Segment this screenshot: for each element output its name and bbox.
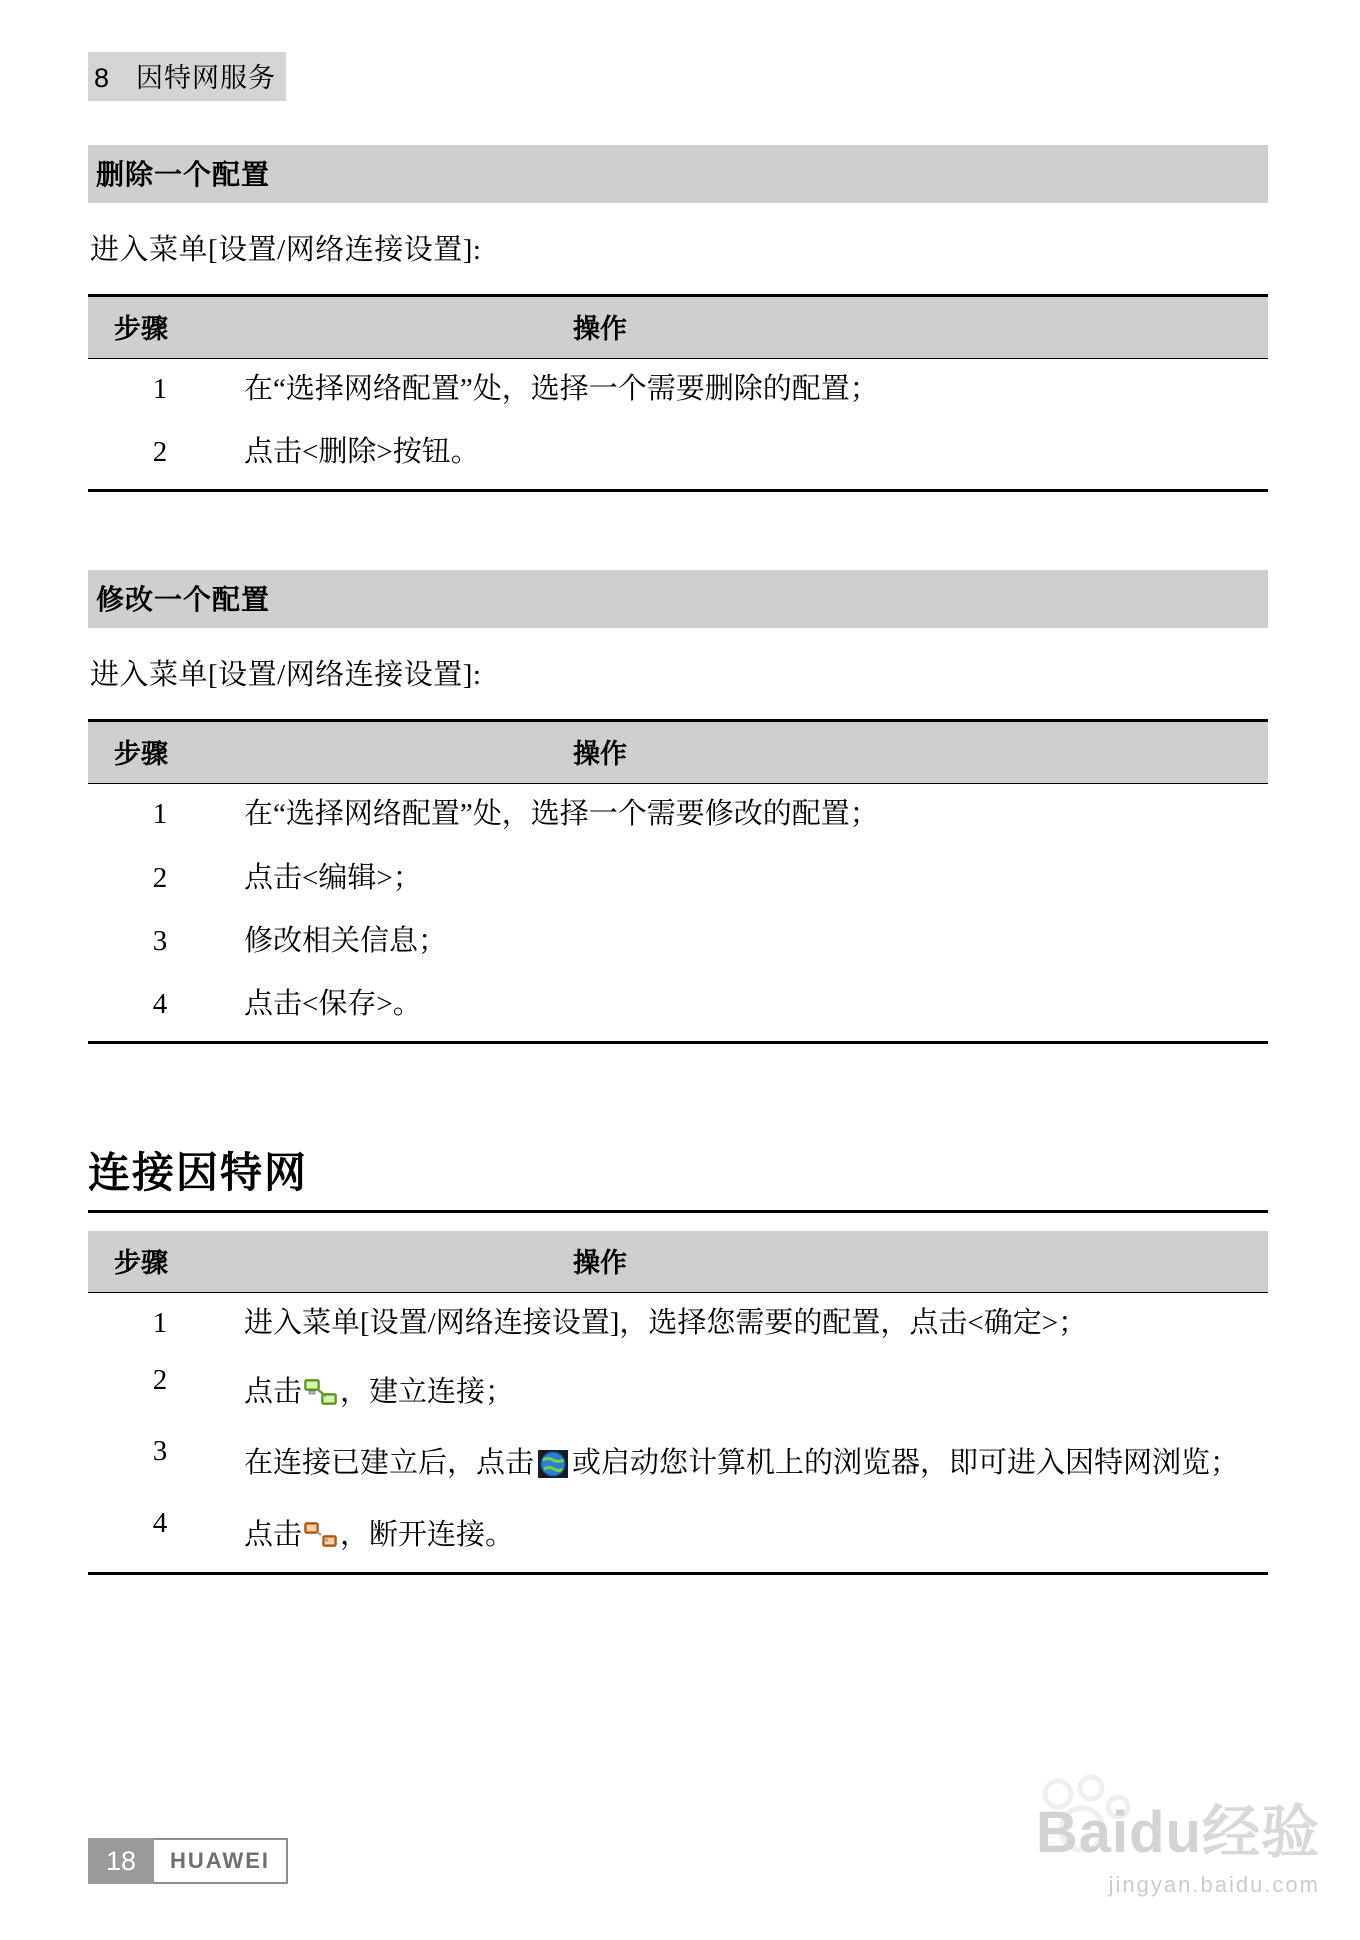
column-header-action: 操作 — [232, 721, 1268, 784]
cell-step: 2 — [152, 1364, 168, 1397]
section-lead-delete-profile: 进入菜单[设置/网络连接设置]: — [90, 234, 482, 266]
cell-step: 1 — [152, 373, 168, 405]
procedure-table-connect-internet — [88, 1231, 1268, 1575]
table-row — [88, 1425, 1268, 1496]
table-row — [88, 1356, 1268, 1425]
table-row — [88, 911, 1268, 974]
cell-step: 2 — [88, 422, 232, 491]
cell-action: 点击<删除>按钮。 — [232, 422, 1268, 491]
cell-action — [232, 1425, 1268, 1496]
table-row — [88, 974, 1268, 1043]
cell-action: 修改相关信息； — [244, 924, 448, 957]
running-head — [88, 52, 286, 101]
column-header-action: 操作 — [232, 296, 1268, 359]
cell-step: 3 — [152, 924, 168, 957]
table-row — [88, 848, 1268, 911]
cell-action — [232, 1497, 1268, 1574]
table-row — [88, 359, 1268, 423]
watermark-cjk: 经验 — [1201, 1800, 1320, 1865]
column-header-step: 步骤 — [88, 1231, 232, 1293]
page-content — [88, 0, 1268, 1575]
column-header-step: 步骤 — [88, 721, 232, 784]
section-lead-edit-profile: 进入菜单[设置/网络连接设置]: — [90, 659, 482, 692]
table-row — [88, 1293, 1268, 1357]
watermark-sub: jingyan.baidu.com — [1108, 1872, 1320, 1897]
chapter-number: 8 — [94, 63, 111, 93]
cell-action: 点击<编辑>； — [244, 861, 422, 894]
cell-step: 4 — [88, 1497, 232, 1574]
table-row — [88, 784, 1268, 848]
paw-watermark-icon — [1036, 1774, 1132, 1854]
disconnect-network-icon — [304, 1521, 338, 1551]
cell-step: 1 — [152, 1307, 168, 1340]
table-header-row — [88, 721, 1268, 784]
globe-browser-icon — [536, 1449, 570, 1479]
cell-action: 在“选择网络配置”处，选择一个需要修改的配置； — [244, 798, 879, 831]
main-section-title: 连接因特网 — [88, 1149, 309, 1197]
page-number: 18 — [88, 1838, 154, 1884]
table-header-row — [88, 1231, 1268, 1293]
watermark-latin: Baidu — [1035, 1800, 1202, 1865]
procedure-table-delete-profile — [88, 294, 1268, 492]
table-row — [88, 1497, 1268, 1574]
action-text: ，建立连接； — [340, 1376, 515, 1409]
connect-network-icon — [304, 1378, 338, 1408]
action-text: 点击 — [244, 1518, 303, 1551]
cell-step: 1 — [152, 798, 168, 831]
action-text: ，断开连接。 — [340, 1518, 515, 1551]
table-header-row — [88, 296, 1268, 359]
cell-action: 在“选择网络配置”处，选择一个需要删除的配置； — [244, 373, 879, 405]
action-text: 在连接已建立后，点击 — [244, 1447, 535, 1480]
cell-step: 3 — [152, 1435, 168, 1468]
cell-action — [232, 1293, 1268, 1357]
section-heading-edit-profile: 修改一个配置 — [88, 570, 1268, 628]
cell-step: 4 — [88, 974, 232, 1043]
page-footer — [88, 1838, 288, 1884]
column-header-action: 操作 — [232, 1231, 1268, 1293]
section-heading-delete-profile: 删除一个配置 — [88, 145, 1268, 203]
action-text: 进入菜单[设置/网络连接设置]，选择您需要的配置，点击<确定>； — [244, 1307, 1088, 1340]
brand-logo: HUAWEI — [154, 1838, 288, 1884]
cell-action — [232, 1356, 1268, 1425]
cell-action: 点击<保存>。 — [232, 974, 1268, 1043]
action-text: 点击 — [244, 1376, 303, 1409]
procedure-table-edit-profile — [88, 719, 1268, 1044]
title-rule — [88, 1210, 1268, 1213]
action-text: 或启动您计算机上的浏览器，即可进入因特网浏览； — [572, 1447, 1240, 1480]
cell-step: 2 — [152, 861, 168, 894]
column-header-step: 步骤 — [88, 296, 232, 359]
chapter-title: 因特网服务 — [136, 63, 277, 93]
table-row — [88, 422, 1268, 491]
